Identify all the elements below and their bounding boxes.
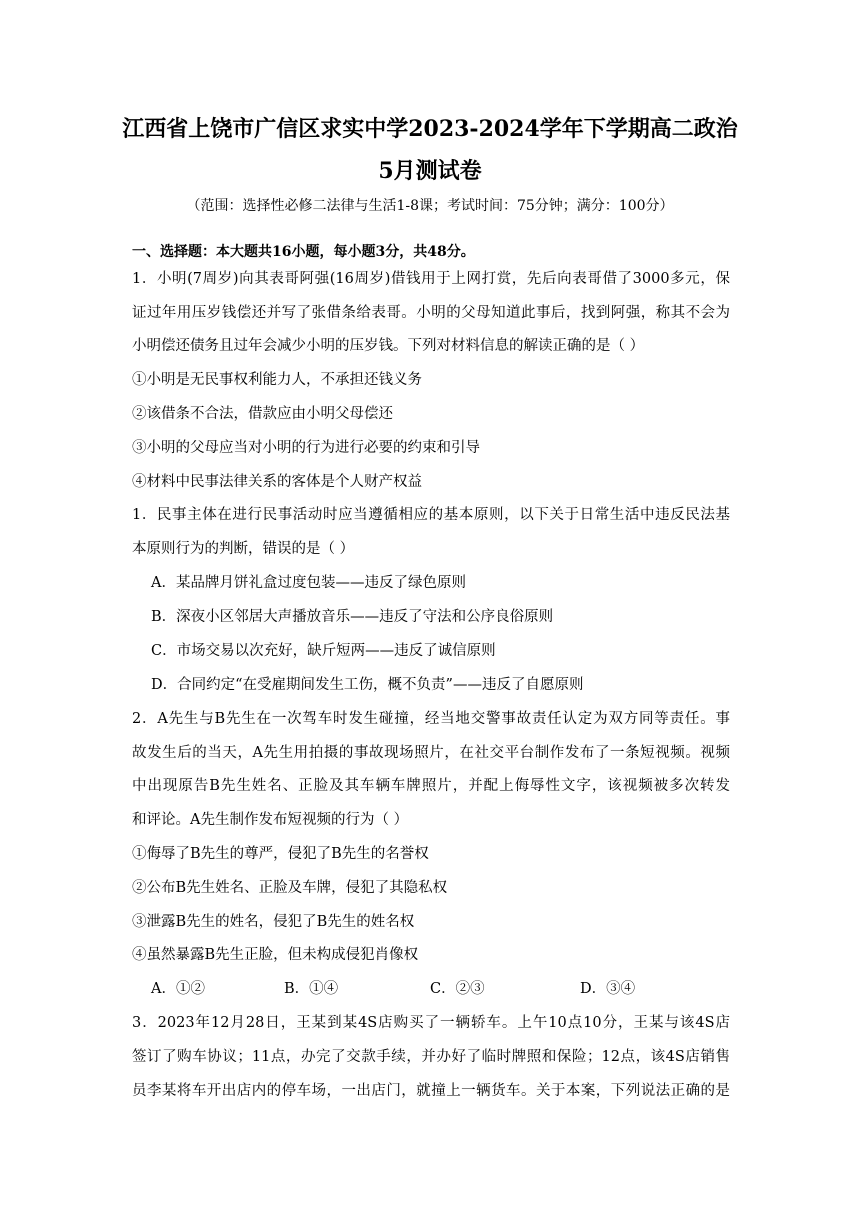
q1a-statement-3: ③小明的父母应当对小明的行为进行必要的约束和引导	[132, 440, 480, 456]
q1b-option-b: B．深夜小区邻居大声播放音乐——违反了守法和公序良俗原则	[151, 609, 554, 625]
q2-statement-4: ④虽然暴露B先生正脸，但未构成侵犯肖像权	[132, 947, 419, 963]
exam-title-line-1: 江西省上饶市广信区求实中学2023-2024学年下学期高二政治	[122, 116, 738, 142]
q2-choice-b: B．①④	[284, 981, 339, 997]
q1a-stem-line-3: 小明偿还债务且过年会减少小明的压岁钱。下列对材料信息的解读正确的是（ ）	[132, 338, 645, 354]
q2-stem-line-2: 故发生后的当天，A先生用拍摄的事故现场照片，在社交平台制作发布了一条短视频。视频	[132, 745, 730, 761]
q2-stem-line-3: 中出现原告B先生姓名、正脸及其车辆车牌照片，并配上侮辱性文字，该视频被多次转发	[132, 778, 730, 794]
q2-stem-line-4: 和评论。A先生制作发布短视频的行为（ ）	[132, 812, 409, 828]
q1a-stem-line-1: 1．小明(7周岁)向其表哥阿强(16周岁)借钱用于上网打赏，先后向表哥借了3000多元，保	[132, 271, 730, 287]
q2-choice-c: C．②③	[430, 981, 485, 997]
q2-choice-d: D．③④	[580, 981, 636, 997]
q3-stem-line-3: 员李某将车开出店内的停车场，一出店门，就撞上一辆货车。关于本案，下列说法正确的是	[132, 1083, 730, 1099]
q1b-option-c: C．市场交易以次充好，缺斤短两——违反了诚信原则	[151, 643, 496, 659]
q3-stem-line-2: 签订了购车协议；11点，办完了交款手续，并办好了临时牌照和保险；12点，该4S店销售	[132, 1049, 730, 1065]
exam-title-line-2: 5月测试卷	[378, 158, 482, 184]
q1a-statement-1: ①小明是无民事权利能力人，不承担还钱义务	[132, 372, 422, 388]
q1b-option-d: D．合同约定“在受雇期间发生工伤，概不负责”——违反了自愿原则	[151, 677, 584, 693]
q3-stem-line-1: 3．2023年12月28日，王某到某4S店购买了一辆轿车。上午10点10分，王某与该4S店	[132, 1015, 730, 1031]
q2-statement-3: ③泄露B先生的姓名，侵犯了B先生的姓名权	[132, 914, 415, 930]
q1a-statement-2: ②该借条不合法，借款应由小明父母偿还	[132, 406, 393, 422]
q2-statement-1: ①侮辱了B先生的尊严，侵犯了B先生的名誉权	[132, 846, 429, 862]
q1b-stem-line-2: 本原则行为的判断，错误的是（ ）	[132, 541, 355, 557]
q1b-option-a: A．某品牌月饼礼盒过度包装——违反了绿色原则	[151, 575, 466, 591]
exam-scope-note: （范围：选择性必修二法律与生活1-8课；考试时间：75分钟；满分：100分）	[186, 198, 674, 214]
q2-stem-line-1: 2．A先生与B先生在一次驾车时发生碰撞，经当地交警事故责任认定为双方同等责任。事	[132, 711, 730, 727]
section-heading: 一、选择题：本大题共16小题，每小题3分，共48分。	[132, 244, 475, 260]
q2-choice-a: A．①②	[151, 981, 205, 997]
q1a-stem-line-2: 证过年用压岁钱偿还并写了张借条给表哥。小明的父母知道此事后，找到阿强，称其不会为	[132, 305, 730, 321]
q1a-statement-4: ④材料中民事法律关系的客体是个人财产权益	[132, 474, 422, 490]
q2-statement-2: ②公布B先生姓名、正脸及车牌，侵犯了其隐私权	[132, 880, 448, 896]
q1b-stem-line-1: 1．民事主体在进行民事活动时应当遵循相应的基本原则，以下关于日常生活中违反民法基	[132, 507, 730, 523]
